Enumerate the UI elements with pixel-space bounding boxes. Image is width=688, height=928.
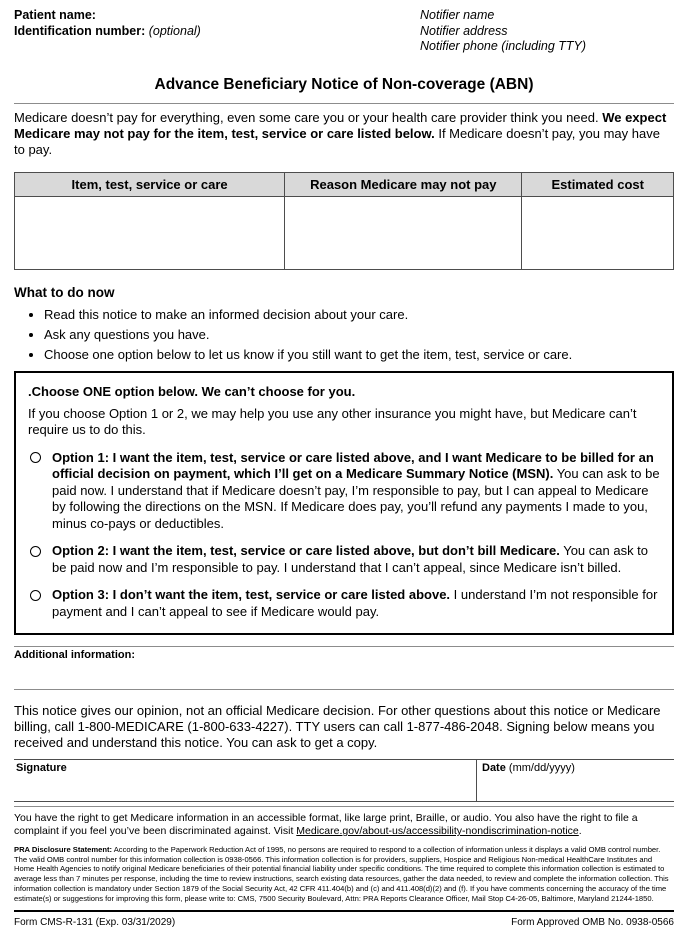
option-2-radio-button[interactable] xyxy=(30,546,41,557)
option-2-text xyxy=(52,543,660,576)
additional-information-field[interactable] xyxy=(14,661,674,689)
page-title: Advance Beneficiary Notice of Non-coverage (ABN) xyxy=(154,75,534,93)
what-to-do-heading: What to do now xyxy=(14,284,115,300)
date-label: Date xyxy=(482,762,506,774)
divider-additional-info-top xyxy=(14,646,674,647)
form-header xyxy=(14,8,674,55)
accessibility-link[interactable]: Medicare.gov/about-us/accessibility-nondiscrimination-notice xyxy=(296,825,579,837)
option-3-radio-button[interactable] xyxy=(30,590,41,601)
cost-table-header-reason: Reason Medicare may not pay xyxy=(285,172,522,196)
options-box-heading: .Choose ONE option below. We can’t choose for you. xyxy=(28,383,356,399)
notifier-name-line: Notifier name xyxy=(420,8,495,22)
intro-bold: We expect Medicare may not pay for the item, test, service or care listed below. xyxy=(14,109,667,141)
patient-name-label: Patient name: xyxy=(14,8,96,22)
accessibility-text-before: You have the right to get Medicare information in an accessible format, like large print, Braille, or audio. You also have the right to file a complaint if you feel you’ve been discriminated against. Visit xyxy=(14,812,638,837)
notifier-info-block xyxy=(420,8,674,55)
date-format-hint: (mm/dd/yyyy) xyxy=(508,762,575,774)
date-field[interactable] xyxy=(476,760,674,801)
patient-info-block xyxy=(14,8,420,55)
cost-table-cell-reason[interactable] xyxy=(285,196,522,269)
option-1-regular: You can ask to be paid now. I understand that if Medicare doesn’t pay, I’m responsible to pay, but I can appeal to Medicare by following the directions on the MSN. If Medicare does pay, you’ll refund any payments I made to you, minus co-pays or deductibles. xyxy=(52,466,660,531)
additional-information-label: Additional information: xyxy=(14,649,135,661)
signature-field[interactable] xyxy=(14,760,476,801)
footer-form-number: Form CMS-R-131 (Exp. 03/31/2029) xyxy=(14,917,176,928)
what-to-do-list xyxy=(14,307,674,363)
what-to-do-bullet-ask: • Ask any questions you have. xyxy=(44,327,674,343)
option-3-text xyxy=(52,587,660,620)
notifier-phone-line: Notifier phone (including TTY) xyxy=(420,39,587,53)
divider-additional-info-bottom xyxy=(14,689,674,690)
option-1-text xyxy=(52,450,660,533)
divider-under-title xyxy=(14,103,674,104)
signature-label: Signature xyxy=(16,762,67,774)
pra-disclosure-statement xyxy=(14,845,674,903)
option-1-row xyxy=(28,450,660,533)
identification-optional-note: (optional) xyxy=(148,23,201,38)
identification-number-line xyxy=(14,24,420,40)
form-footer xyxy=(14,910,674,928)
opinion-paragraph: This notice gives our opinion, not an official Medicare decision. For other questions about this notice or Medicare billing, call 1-800-MEDICARE (1-800-633-4227). TTY users can call 1-877-486-2048. Signing below means you received and understand this notice. You can ask to get a copy. xyxy=(14,703,661,750)
accessibility-text-after: . xyxy=(578,825,582,837)
intro-part1: Medicare doesn’t pay for everything, even some care you or your health care provider think you need. xyxy=(14,109,603,125)
what-to-do-bullet-choose: • Choose one option below to let us know if you still want to get the item, test, service or care. xyxy=(44,347,674,363)
cost-table-cell-cost[interactable] xyxy=(522,196,674,269)
option-3-row xyxy=(28,587,660,620)
identification-number-label: Identification number: xyxy=(14,23,146,38)
cost-table-cell-item[interactable] xyxy=(15,196,285,269)
intro-part3: If Medicare doesn’t pay, you may have to pay. xyxy=(14,125,660,157)
accessibility-notice xyxy=(14,806,674,838)
options-box-subtext: If you choose Option 1 or 2, we may help you use any other insurance you might have, but Medicare can’t require us to do this. xyxy=(28,405,637,437)
option-2-regular: You can ask to be paid now and I’m responsible to pay. I understand that I can’t appeal, since Medicare isn’t billed. xyxy=(52,543,649,575)
cost-table-row xyxy=(15,196,674,269)
pra-text: According to the Paperwork Reduction Act of 1995, no persons are required to respond to a collection of information unless it displays a valid OMB control number. The valid OMB control number for this information collection is 0938-0566. This information collection is for providers, suppliers, Hospice and Religious Non-medical HealthCare Institutes and Home Health Agencies to notify original Medicare beneficiaries of their potential financial liability under specific conditions. The time required to complete this information collection is estimated to average less than 7 minutes per response, including the time to review instructions, search existing data resources, gather the data needed, to review and complete the information collection. This information collection is mandatory under Section 1879 of the Social Security Act, 42 CFR 411.404(b) and (c) and 411.408(d)(2) and (f). If you have comments concerning the accuracy of the time estimate(s) or suggestions for improving this form, please write to: CMS, 7500 Security Boulevard, Attn: PRA Reports Clearance Officer, Mail Stop C4-26-05, Baltimore, Maryland 21244-1850. xyxy=(14,845,669,903)
cost-table-header-cost: Estimated cost xyxy=(522,172,674,196)
option-2-bold: Option 2: I want the item, test, service or care listed above, but don’t bill Medicare. xyxy=(52,543,560,558)
cost-table-header-row xyxy=(15,172,674,196)
option-1-radio-button[interactable] xyxy=(30,452,41,463)
option-2-row xyxy=(28,543,660,576)
signature-table xyxy=(14,759,674,802)
cost-table-header-item: Item, test, service or care xyxy=(15,172,285,196)
intro-paragraph xyxy=(14,110,674,158)
cost-table xyxy=(14,172,674,270)
pra-label: PRA Disclosure Statement: xyxy=(14,845,113,854)
options-box xyxy=(14,371,674,636)
option-3-regular: I understand I’m not responsible for payment and I can’t appeal to see if Medicare would pay. xyxy=(52,587,658,619)
what-to-do-bullet-read: • Read this notice to make an informed decision about your care. xyxy=(44,307,674,323)
notifier-address-line: Notifier address xyxy=(420,23,508,38)
option-1-bold: Option 1: I want the item, test, service or care listed above, and I want Medicare to be billed for an official decision on payment, which I’ll get on a Medicare Summary Notice (MSN). xyxy=(52,449,654,481)
option-3-bold: Option 3: I don’t want the item, test, service or care listed above. xyxy=(52,587,451,602)
footer-omb-approval: Form Approved OMB No. 0938-0566 xyxy=(511,917,674,928)
